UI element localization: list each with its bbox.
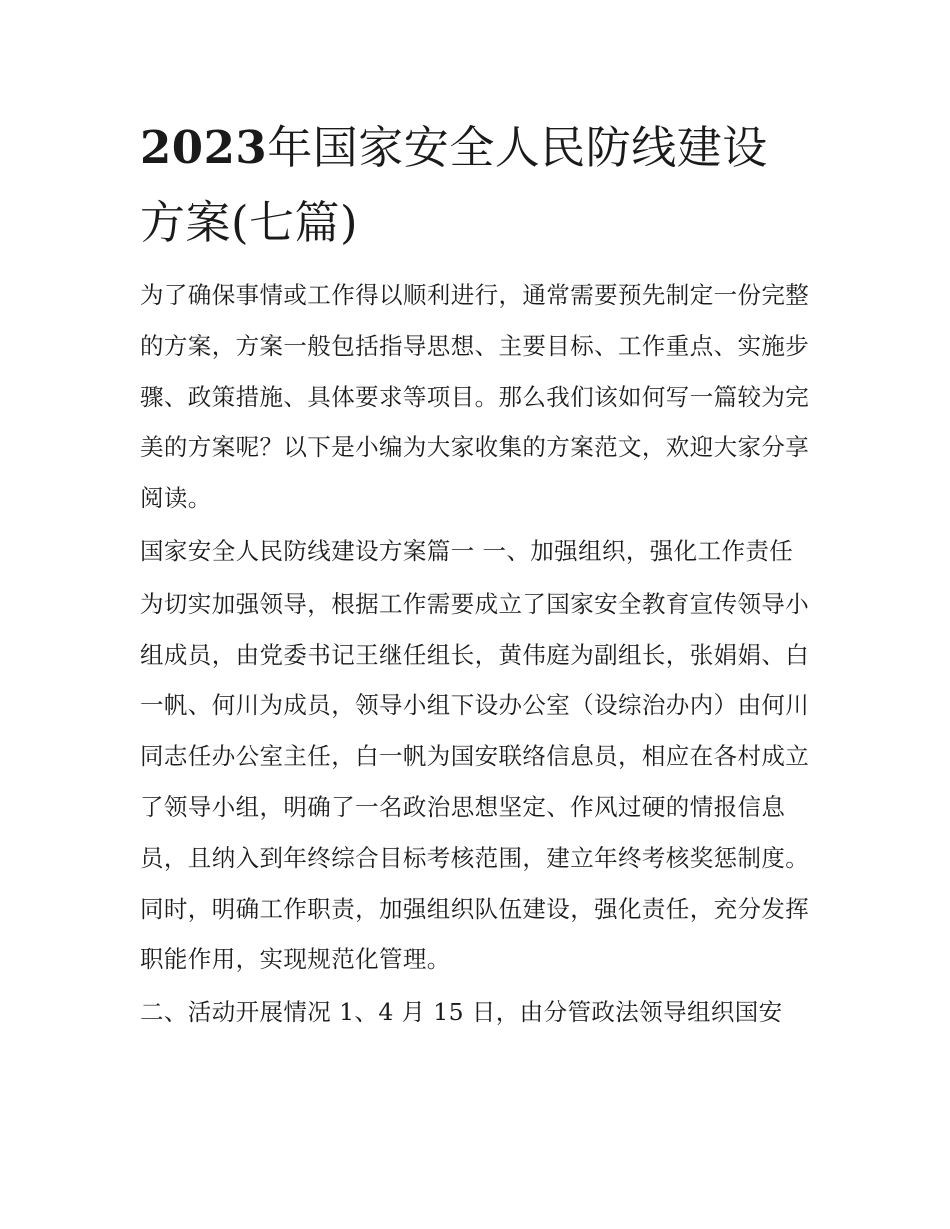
body-paragraph: 为切实加强领导，根据工作需要成立了国家安全教育宣传领导小组成员，由党委书记王继任组长，黄伟庭为副组长，张娟娟、白一帆、何川为成员，领导小组下设办公室（设综治办内）由何川同志任办公室主任，白一帆为国安联络信息员，相应在各村成立了领导小组，明确了一名政治思想坚定、作风过硬的情报信息员，且纳入到年终综合目标考核范围，建立年终考核奖惩制度。同时，明确工作职责，加强组织队伍建设，强化责任，充分发挥职能作用，实现规范化管理。 [140,589,810,974]
section-heading-1: 国家安全人民防线建设方案篇一 一、加强组织，强化工作责任 [140,536,794,565]
document-page [140,110,812,1038]
section-heading-2: 二、活动开展情况 1、4 月 15 日，由分管政法领导组织国安 [140,998,783,1027]
title-text: 年国家安全人民防线建设方案(七篇) [140,121,768,249]
intro-paragraph: 为了确保事情或工作得以顺利进行，通常需要预先制定一份完整的方案，方案一般包括指导思想、主要目标、工作重点、实施步骤、政策措施、具体要求等项目。那么我们该如何写一篇较为完美的方案呢？以下是小编为大家收集的方案范文，欢迎大家分享阅读。 [140,281,810,513]
document-title [140,110,812,260]
title-year: 2023 [140,121,268,174]
